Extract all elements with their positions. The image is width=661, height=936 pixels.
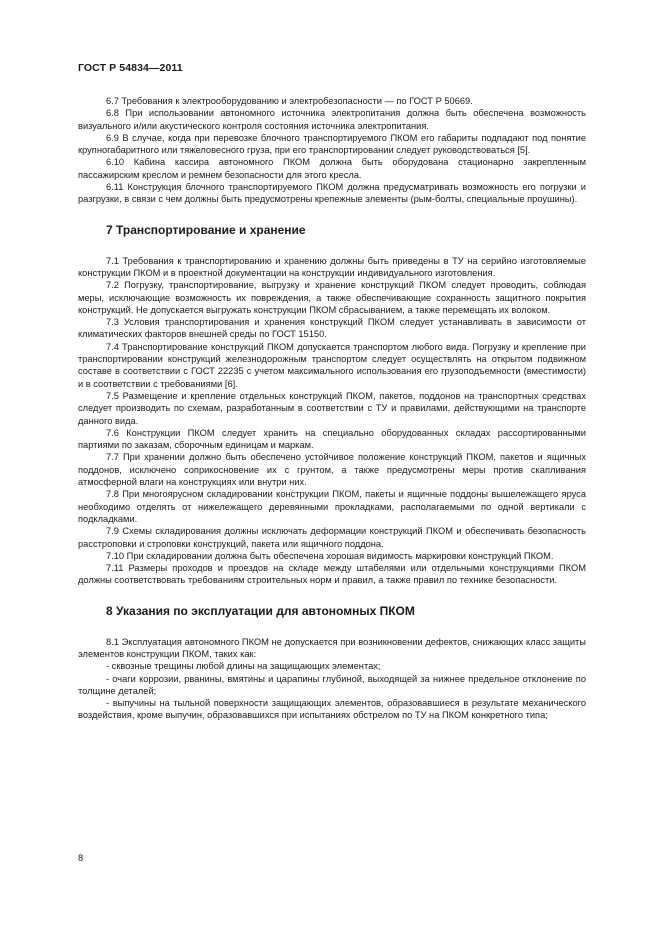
paragraph-6-9: 6.9 В случае, когда при перевозке блочного транспортируемого ПКОМ его габариты подпадают под понятие крупногабаритного или тяжеловесного груза, при его транспортировании следует руководствоваться [5]. <box>78 132 586 156</box>
paragraph-7-9: 7.9 Схемы складирования должны исключать деформации конструкций ПКОМ и обеспечивать безопасность расстроповки и строповки конструкций, пакета или ящичного поддона. <box>78 526 586 549</box>
document-body <box>78 95 586 722</box>
paragraph-7-3: 7.3 Условия транспортирования и хранения конструкций ПКОМ следует устанавливать в зависимости от климатических факторов внешней среды по ГОСТ 15150. <box>78 317 586 340</box>
paragraph-7-10: 7.10 При складировании должна быть обеспечена хорошая видимость маркировки конструкций ПКОМ. <box>106 550 554 561</box>
list-item: - сквозные трещины любой длины на защищающих элементах; <box>106 661 381 672</box>
paragraph-6-10: 6.10 Кабина кассира автономного ПКОМ должна быть оборудована стационарно закрепленным пассажирским креслом и ремнем безопасности для этого кресла. <box>78 157 586 180</box>
page-number: 8 <box>78 853 84 863</box>
list-item: - очаги коррозии, рванины, вмятины и царапины глубиной, выходящей за нижнее предельное отклонение по толщине деталей; <box>78 673 586 696</box>
paragraph-7-8: 7.8 При многоярусном складировании конструкции ПКОМ, пакеты и ящичные поддоны вышележащего яруса необходимо отделять от нижележащего деревянными прокладками, располагаемыми по одной вертикали с подкладками. <box>78 489 586 524</box>
paragraph-7-4: 7.4 Транспортирование конструкций ПКОМ допускается транспортом любого вида. Погрузку и крепление при транспортировании конструкций железнодорожным транспортом следует осуществлять на открытом подвижном составе в соответствии с ГОСТ 22235 с учетом максимального использования его грузоподъемности (вместимости) и в соответствии с требованиями [6]. <box>78 341 586 389</box>
paragraph-7-2: 7.2 Погрузку, транспортирование, выгрузку и хранение конструкций ПКОМ следует проводить, соблюдая меры, исключающие возможность их повреждения, а также обеспечивающие сохранность защитного покрытия конструкций. Не допускается выгружать конструкции ПКОМ сбрасыванием, а также перемещать их волоком. <box>78 280 586 315</box>
paragraph-6-11: 6.11 Конструкция блочного транспортируемого ПКОМ должна предусматривать возможность его погрузки и разгрузки, в связи с чем должны быть предусмотрены крепежные элементы (рым-болты, специальные проушины). <box>78 182 586 205</box>
paragraph-7-7: 7.7 При хранении должно быть обеспечено устойчивое положение конструкций ПКОМ, пакетов и ящичных поддонов, исключено соприкосновение их с грунтом, а также предусмотрены меры против скапливания атмосферной влаги на конструкциях или внутри них. <box>78 452 586 488</box>
paragraph-6-7: 6.7 Требования к электрооборудованию и электробезопасности — по ГОСТ Р 50669. <box>106 96 473 106</box>
paragraph-7-6: 7.6 Конструкции ПКОМ следует хранить на специально оборудованных складах рассортированными партиями по заказам, сборочным единицам и маркам. <box>78 427 586 451</box>
section-7-title: 7 Транспортирование и хранение <box>106 222 306 237</box>
paragraph-7-5: 7.5 Размещение и крепление отдельных конструкций ПКОМ, пакетов, поддонов на транспортных средствах следует производить по схемам, разработанным в соответствии с ТУ и правилами, действующими на транспорте данного вида. <box>78 390 586 426</box>
paragraph-7-1: 7.1 Требования к транспортированию и хранению должны быть приведены в ТУ на серийно изготовляемые конструкции ПКОМ и в проектной документации на конструкции индивидуального изготовления. <box>78 255 586 278</box>
document-header: ГОСТ Р 54834—2011 <box>78 62 183 74</box>
list-item: - выпучины на тыльной поверхности защищающих элементов, образовавшиеся в результате механического воздействия, кроме выпучин, образовавшихся при испытаниях обстрелом по ТУ на ПКОМ конкретного типа; <box>78 698 586 721</box>
paragraph-6-8: 6.8 При использовании автономного источника электропитания должна быть обеспечена возможность визуального и/или акустического контроля состояния источника электропитания. <box>78 108 586 131</box>
paragraph-7-11: 7.11 Размеры проходов и проездов на складе между штабелями или отдельными конструкциями ПКОМ должны соответствовать требованиям строительных норм и правил, а также правил по технике безопасности. <box>78 563 586 586</box>
section-8-title: 8 Указания по эксплуатации для автономных ПКОМ <box>106 603 415 618</box>
paragraph-8-1: 8.1 Эксплуатация автономного ПКОМ не допускается при возникновении дефектов, снижающих класс защиты элементов конструкции ПКОМ, таких как: <box>78 636 586 659</box>
